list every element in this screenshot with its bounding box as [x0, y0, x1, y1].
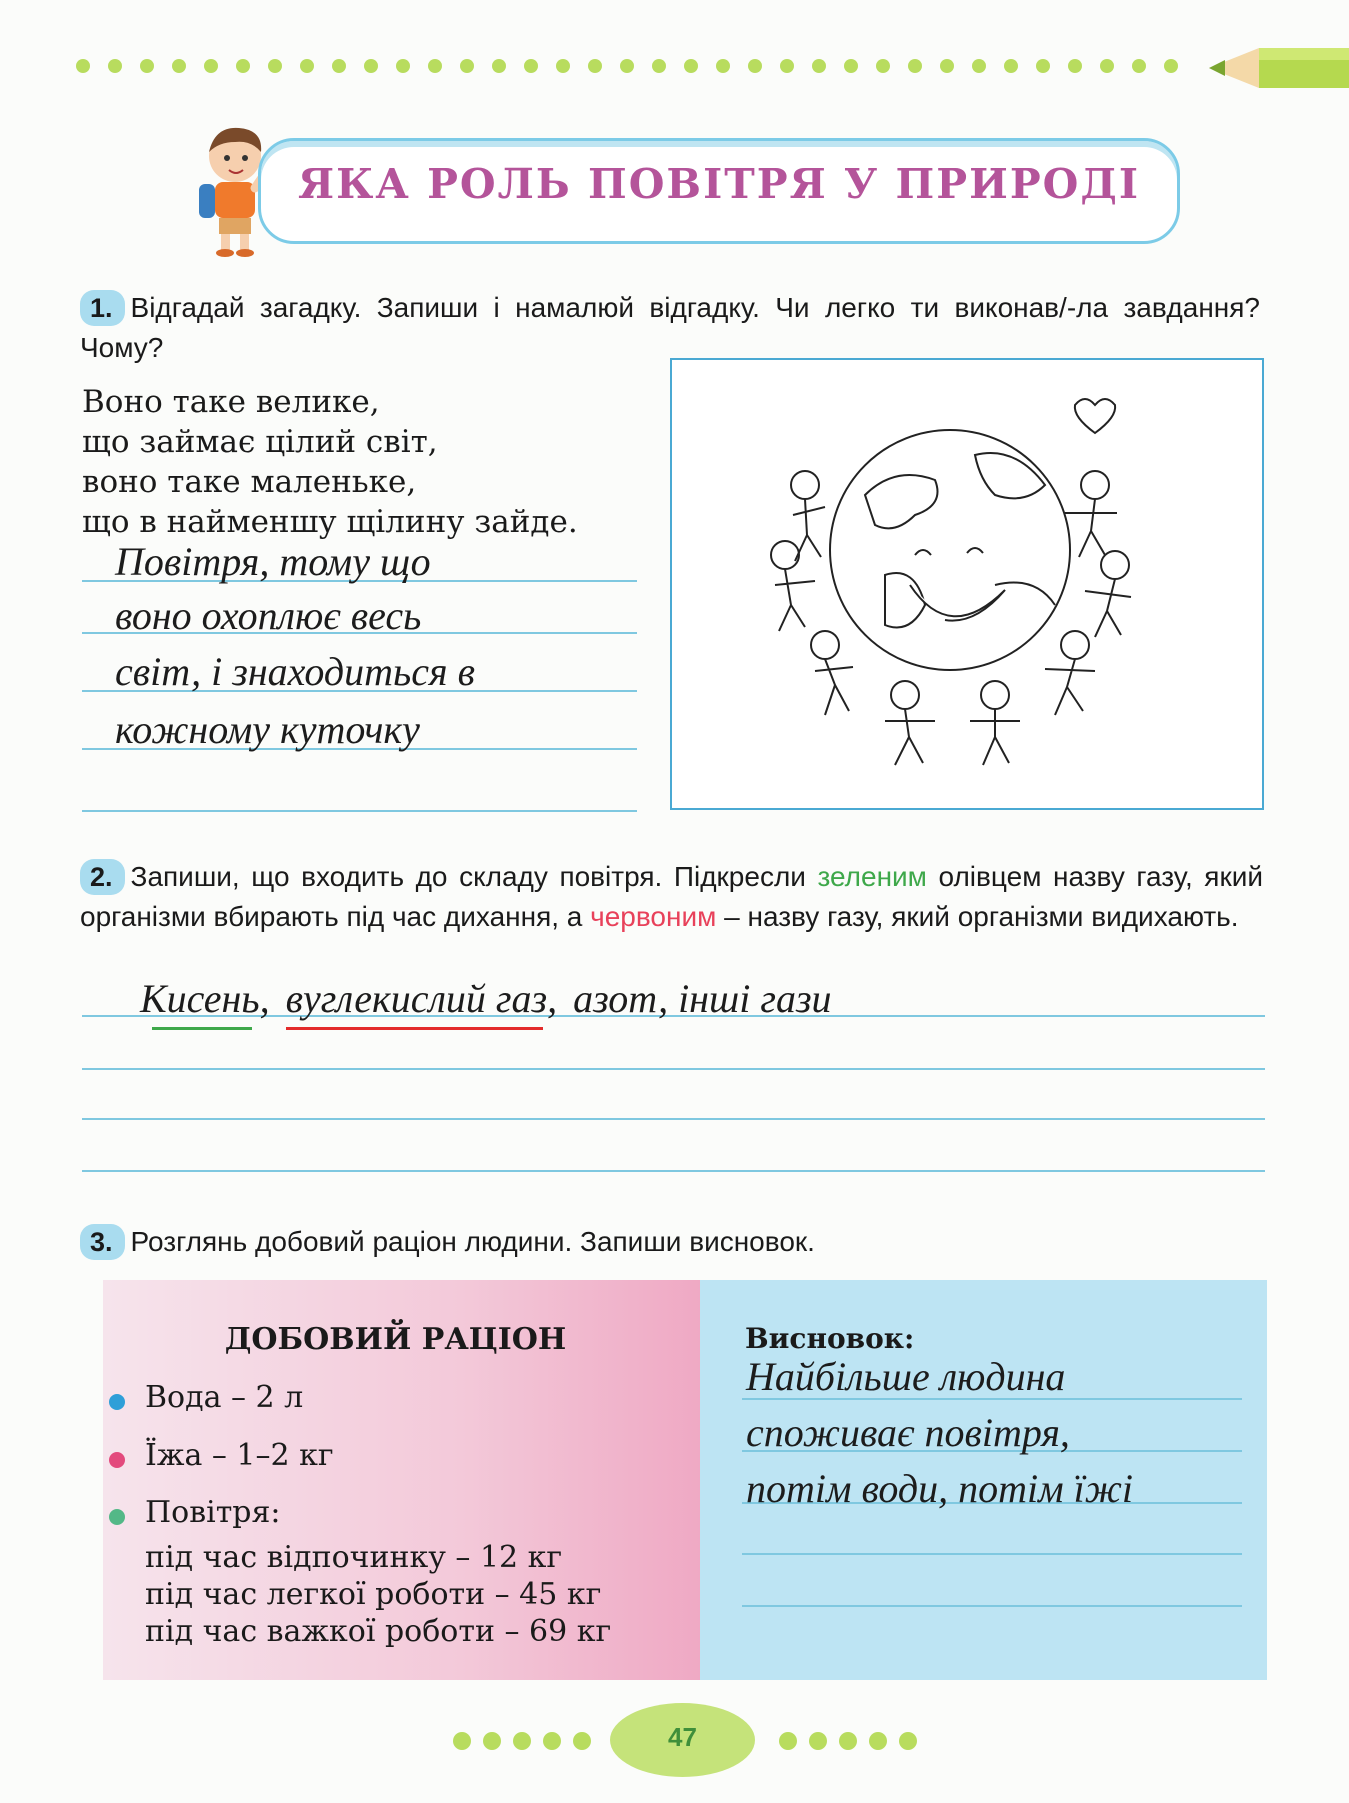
task-2-text-part3: – назву газу, який організми видихають.	[716, 901, 1239, 932]
handwritten-conclusion-line: потім води, потім їжі	[746, 1466, 1134, 1511]
ration-title: ДОБОВИЙ РАЦІОН	[224, 1322, 567, 1357]
handwritten-answer-line: Повітря, тому що	[115, 539, 431, 584]
answer-line	[82, 1170, 1265, 1172]
handwritten-answer-line: воно охоплює весь	[115, 593, 422, 638]
air-rest: під час відпочинку – 12 кг	[145, 1540, 563, 1575]
handwritten-answer-line: світ, і знаходиться в	[115, 649, 475, 694]
answer-line	[742, 1605, 1242, 1607]
handwritten-answer-line: кожному куточку	[115, 707, 420, 752]
top-dots-border	[75, 58, 1190, 74]
answer-oxygen: Кисень,	[140, 975, 270, 1022]
page-number: 47	[668, 1722, 697, 1752]
answer-line	[82, 1118, 1265, 1120]
bullet-blue-icon	[109, 1394, 125, 1410]
air-heavy-work: під час важкої роботи – 69 кг	[145, 1614, 612, 1649]
task-1-instruction	[80, 288, 1260, 368]
task-2-text-part2: олівцем назву газу, який організми вбирають під час дихання, а	[80, 861, 1263, 932]
task-1-number: 1.	[80, 290, 125, 326]
answer-carbon-dioxide: вуглекислий газ,	[286, 975, 558, 1022]
riddle-line: що в найменшу щілину зайде.	[82, 504, 578, 540]
conclusion-label: Висновок:	[745, 1322, 915, 1355]
page-title: ЯКА РОЛЬ ПОВІТРЯ У ПРИРОДІ	[297, 160, 1141, 208]
bullet-green-icon	[109, 1509, 125, 1525]
ration-item-food: Їжа – 1–2 кг	[145, 1438, 334, 1473]
task-1-text: Відгадай загадку. Запиши і намалюй відгадку. Чи легко ти виконав/-ла завдання? Чому?	[80, 292, 1260, 363]
green-word: зеленим	[817, 861, 927, 892]
ration-item-air: Повітря:	[145, 1495, 281, 1530]
task-3-instruction	[80, 1222, 1180, 1262]
answer-line	[82, 1068, 1265, 1070]
handwritten-conclusion-line: споживає повітря,	[746, 1410, 1070, 1455]
air-light-work: під час легкої роботи – 45 кг	[145, 1577, 602, 1612]
pencil-icon	[1203, 38, 1349, 98]
red-underline	[286, 1027, 544, 1030]
bullet-pink-icon	[109, 1452, 125, 1468]
handwritten-answer-task-2	[140, 975, 832, 1022]
handwritten-conclusion-line: Найбільше людина	[746, 1354, 1066, 1399]
ration-item-water: Вода – 2 л	[145, 1380, 304, 1415]
task-3-text: Розглянь добовий раціон людини. Запиши висновок.	[130, 1226, 815, 1257]
riddle	[82, 382, 682, 542]
task-2-number: 2.	[80, 859, 125, 895]
earth-with-children-icon	[745, 385, 1175, 775]
riddle-line: що займає цілий світ,	[82, 424, 438, 460]
task-2-instruction	[80, 857, 1263, 937]
riddle-line: воно таке маленьке,	[82, 464, 417, 500]
task-3-number: 3.	[80, 1224, 125, 1260]
green-underline	[152, 1027, 252, 1030]
red-word: червоним	[590, 901, 717, 932]
answer-line	[82, 810, 637, 812]
task-2-text-part1: Запиши, що входить до складу повітря. Підкресли	[130, 861, 818, 892]
answer-line	[742, 1553, 1242, 1555]
riddle-line: Воно таке велике,	[82, 384, 380, 420]
answer-other-gases: азот, інші гази	[573, 976, 832, 1021]
